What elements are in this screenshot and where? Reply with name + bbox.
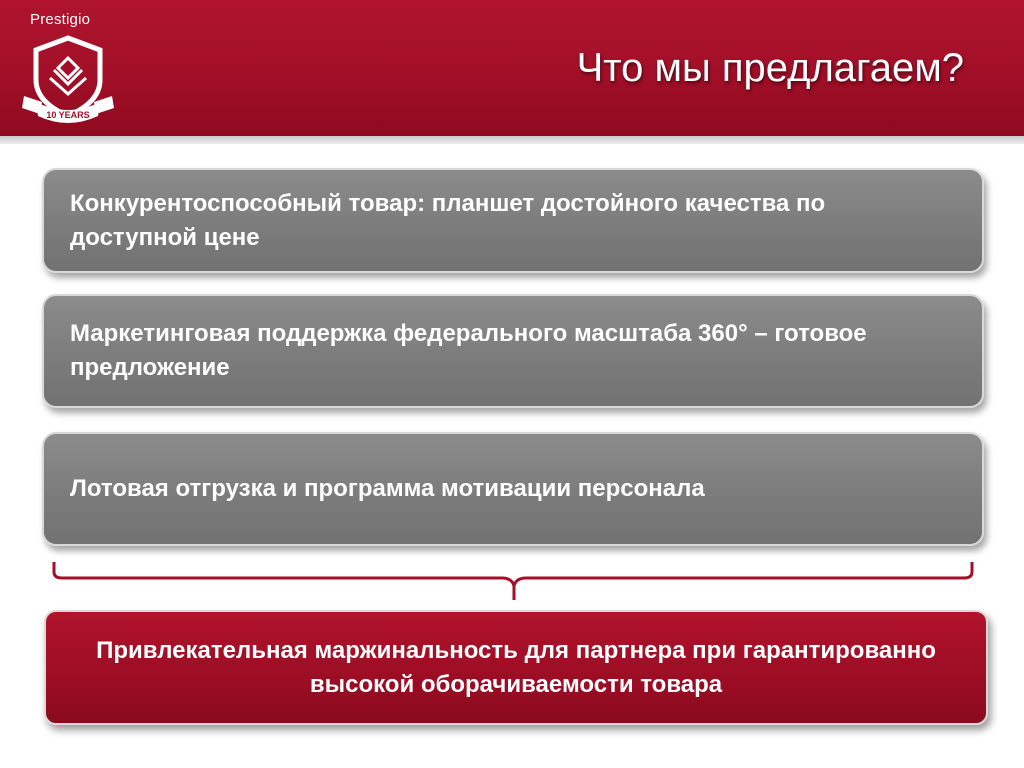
offer-text: Конкурентоспособный товар: планшет достойного качества по доступной цене — [70, 189, 826, 251]
slide-header — [0, 0, 1024, 136]
brand-name: Prestigio — [30, 11, 91, 28]
result-box-margin — [44, 610, 988, 725]
offer-box-competitive-product — [42, 168, 984, 273]
offer-box-marketing-support — [42, 294, 984, 408]
offer-box-lot-shipment — [42, 432, 984, 546]
prestigio-logo-icon — [18, 34, 118, 126]
header-divider — [0, 136, 1024, 144]
offer-text: Лотовая отгрузка и программа мотивации персонала — [70, 475, 705, 502]
logo-badge-text: 10 YEARS — [46, 110, 90, 120]
offer-text: Маркетинговая поддержка федерального масштаба 360° – готовое предложение — [70, 320, 867, 381]
result-text: Привлекательная маржинальность для партнера при гарантированно высокой оборачиваемости товара — [96, 636, 936, 698]
curly-brace-icon — [50, 560, 976, 602]
page-title: Что мы предлагаем? — [576, 46, 964, 90]
